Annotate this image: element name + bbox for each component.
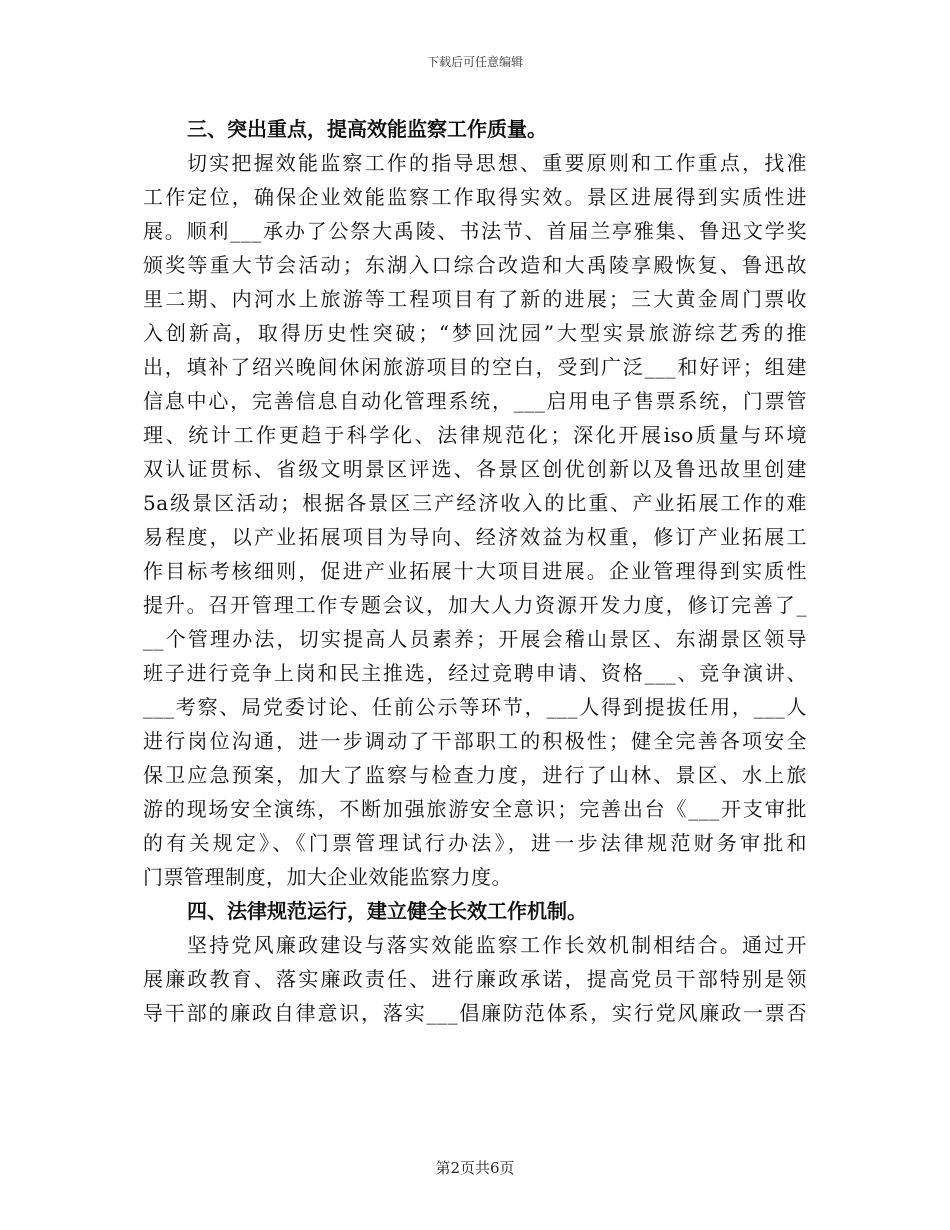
paragraph-line: 进行岗位沟通，进一步调动了干部职工的积极性；健全完善各项安全: [143, 729, 807, 753]
paragraph-line: 切实把握效能监察工作的指导思想、重要原则和工作重点，找准: [187, 151, 807, 175]
paragraph-line: 导干部的廉政自律意识，落实___倡廉防范体系，实行党风廉政一票否: [143, 1001, 807, 1025]
paragraph-line: 易程度，以产业拓展项目为导向、经济效益为权重，修订产业拓展工: [143, 525, 807, 549]
paragraph-line: 作目标考核细则，促进产业拓展十大项目进展。企业管理得到实质性: [143, 559, 807, 583]
paragraph-line: 展。顺利___承办了公祭大禹陵、书法节、首届兰亭雅集、鲁迅文学奖: [143, 219, 807, 243]
paragraph-line: 班子进行竞争上岗和民主推选，经过竞聘申请、资格___、竞争演讲、: [143, 661, 807, 685]
paragraph-line: 信息中心，完善信息自动化管理系统，___启用电子售票系统，门票管: [143, 389, 807, 413]
section-4-paragraph: [143, 928, 807, 1030]
paragraph-line: 入创新高，取得历史性突破；“梦回沈园”大型实景旅游综艺秀的推: [143, 321, 807, 345]
paragraph-line: 出，填补了绍兴晚间休闲旅游项目的空白，受到广泛___和好评；组建: [143, 355, 807, 379]
paragraph-line: 提升。召开管理工作专题会议，加大人力资源开发力度，修订完善了_: [143, 593, 807, 617]
paragraph-line: 游的现场安全演练，不断加强旅游安全意识；完善出台《___开支审批: [143, 797, 807, 821]
paragraph-line: 坚持党风廉政建设与落实效能监察工作长效机制相结合。通过开: [187, 933, 807, 957]
section-heading-3: 三、突出重点，提高效能监察工作质量。: [187, 117, 547, 141]
paragraph-line: 颁奖等重大节会活动；东湖入口综合改造和大禹陵享殿恢复、鲁迅故: [143, 253, 807, 277]
paragraph-line: 双认证贯标、省级文明景区评选、各景区创优创新以及鲁迅故里创建: [143, 457, 807, 481]
paragraph-line: 保卫应急预案，加大了监察与检查力度，进行了山林、景区、水上旅: [143, 763, 807, 787]
paragraph-line: __个管理办法，切实提高人员素养；开展会稽山景区、东湖景区领导: [143, 627, 807, 651]
paragraph-line: 展廉政教育、落实廉政责任、进行廉政承诺，提高党员干部特别是领: [143, 967, 807, 991]
paragraph-line: ___考察、局党委讨论、任前公示等环节，___人得到提拔任用，___人: [143, 695, 807, 719]
paragraph-line: 5a级景区活动；根据各景区三产经济收入的比重、产业拓展工作的难: [143, 491, 807, 515]
paragraph-line: 门票管理制度，加大企业效能监察力度。: [143, 865, 512, 889]
paragraph-line: 里二期、内河水上旅游等工程项目有了新的进展；三大黄金周门票收: [143, 287, 807, 311]
section-3-paragraph: [143, 146, 807, 894]
page-header: 下载后可任意编辑: [426, 55, 523, 69]
paragraph-line: 的有关规定》、《门票管理试行办法》，进一步法律规范财务审批和: [143, 831, 807, 855]
document-body: [143, 112, 807, 1030]
page-number: 第2页共6页: [435, 1159, 515, 1177]
paragraph-line: 理、统计工作更趋于科学化、法律规范化；深化开展iso质量与环境: [143, 423, 807, 447]
paragraph-line: 工作定位，确保企业效能监察工作取得实效。景区进展得到实质性进: [143, 185, 807, 209]
section-heading-4: 四、法律规范运行，建立健全长效工作机制。: [187, 899, 587, 923]
